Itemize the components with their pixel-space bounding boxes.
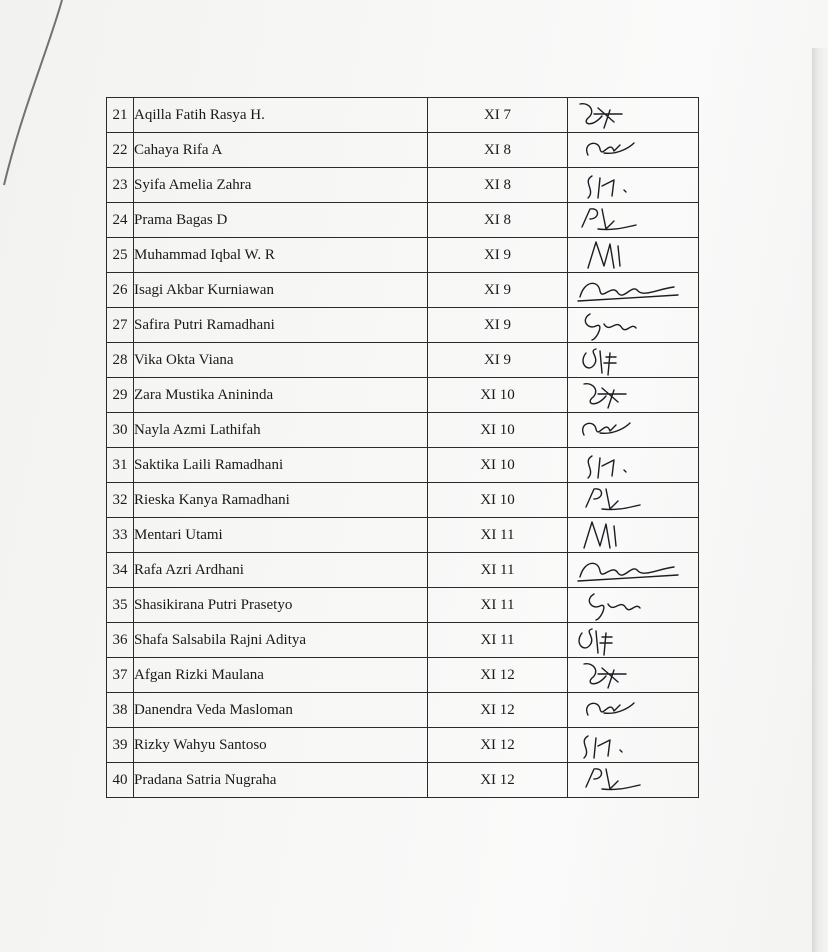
table-row bbox=[107, 693, 699, 728]
handwritten-signature bbox=[568, 273, 698, 308]
row-number: 37 bbox=[107, 658, 134, 693]
signature-cell bbox=[568, 693, 699, 728]
handwritten-signature bbox=[568, 553, 698, 588]
table-row bbox=[107, 308, 699, 343]
student-name: Danendra Veda Masloman bbox=[134, 693, 428, 728]
student-class: XI 12 bbox=[428, 693, 568, 728]
row-number: 40 bbox=[107, 763, 134, 798]
handwritten-signature bbox=[568, 133, 698, 168]
student-name: Rizky Wahyu Santoso bbox=[134, 728, 428, 763]
row-number: 33 bbox=[107, 518, 134, 553]
student-name: Prama Bagas D bbox=[134, 203, 428, 238]
student-class: XI 9 bbox=[428, 238, 568, 273]
row-number: 23 bbox=[107, 168, 134, 203]
row-number: 25 bbox=[107, 238, 134, 273]
row-number: 26 bbox=[107, 273, 134, 308]
student-class: XI 11 bbox=[428, 588, 568, 623]
row-number: 39 bbox=[107, 728, 134, 763]
signature-cell bbox=[568, 448, 699, 483]
row-number: 32 bbox=[107, 483, 134, 518]
handwritten-signature bbox=[568, 763, 698, 798]
row-number: 24 bbox=[107, 203, 134, 238]
student-class: XI 10 bbox=[428, 413, 568, 448]
row-number: 31 bbox=[107, 448, 134, 483]
table-row bbox=[107, 448, 699, 483]
student-name: Isagi Akbar Kurniawan bbox=[134, 273, 428, 308]
row-number: 28 bbox=[107, 343, 134, 378]
student-name: Syifa Amelia Zahra bbox=[134, 168, 428, 203]
row-number: 38 bbox=[107, 693, 134, 728]
row-number: 34 bbox=[107, 553, 134, 588]
student-name: Saktika Laili Ramadhani bbox=[134, 448, 428, 483]
signature-cell bbox=[568, 378, 699, 413]
signature-cell bbox=[568, 518, 699, 553]
handwritten-signature bbox=[568, 203, 698, 238]
student-class: XI 11 bbox=[428, 623, 568, 658]
handwritten-signature bbox=[568, 658, 698, 693]
student-name: Mentari Utami bbox=[134, 518, 428, 553]
signature-cell bbox=[568, 203, 699, 238]
table-row bbox=[107, 238, 699, 273]
signature-cell bbox=[568, 483, 699, 518]
handwritten-signature bbox=[568, 413, 698, 448]
student-class: XI 9 bbox=[428, 308, 568, 343]
signature-cell bbox=[568, 658, 699, 693]
signature-cell bbox=[568, 728, 699, 763]
student-class: XI 8 bbox=[428, 133, 568, 168]
row-number: 21 bbox=[107, 98, 134, 133]
student-class: XI 8 bbox=[428, 203, 568, 238]
table-row bbox=[107, 553, 699, 588]
handwritten-signature bbox=[568, 693, 698, 728]
table-row bbox=[107, 413, 699, 448]
signature-cell bbox=[568, 413, 699, 448]
table-row bbox=[107, 658, 699, 693]
signature-cell bbox=[568, 168, 699, 203]
student-name: Rafa Azri Ardhani bbox=[134, 553, 428, 588]
student-class: XI 12 bbox=[428, 728, 568, 763]
student-class: XI 9 bbox=[428, 343, 568, 378]
handwritten-signature bbox=[568, 343, 698, 378]
student-class: XI 7 bbox=[428, 98, 568, 133]
student-name: Vika Okta Viana bbox=[134, 343, 428, 378]
student-class: XI 12 bbox=[428, 763, 568, 798]
handwritten-signature bbox=[568, 98, 698, 133]
student-class: XI 12 bbox=[428, 658, 568, 693]
student-name: Zara Mustika Anininda bbox=[134, 378, 428, 413]
signature-cell bbox=[568, 623, 699, 658]
signature-cell bbox=[568, 588, 699, 623]
page-fold-edge bbox=[812, 48, 828, 952]
signature-cell bbox=[568, 553, 699, 588]
student-name: Safira Putri Ramadhani bbox=[134, 308, 428, 343]
student-class: XI 10 bbox=[428, 448, 568, 483]
signature-cell bbox=[568, 273, 699, 308]
table-row bbox=[107, 98, 699, 133]
student-name: Pradana Satria Nugraha bbox=[134, 763, 428, 798]
handwritten-signature bbox=[568, 308, 698, 343]
student-name: Aqilla Fatih Rasya H. bbox=[134, 98, 428, 133]
handwritten-signature bbox=[568, 483, 698, 518]
student-name: Cahaya Rifa A bbox=[134, 133, 428, 168]
handwritten-signature bbox=[568, 728, 698, 763]
table-row bbox=[107, 623, 699, 658]
handwritten-signature bbox=[568, 238, 698, 273]
table-row bbox=[107, 483, 699, 518]
row-number: 29 bbox=[107, 378, 134, 413]
attendance-table bbox=[106, 97, 699, 798]
signature-cell bbox=[568, 98, 699, 133]
table-row bbox=[107, 273, 699, 308]
student-name: Shafa Salsabila Rajni Aditya bbox=[134, 623, 428, 658]
handwritten-signature bbox=[568, 518, 698, 553]
student-class: XI 10 bbox=[428, 483, 568, 518]
row-number: 35 bbox=[107, 588, 134, 623]
student-name: Nayla Azmi Lathifah bbox=[134, 413, 428, 448]
student-class: XI 11 bbox=[428, 518, 568, 553]
table-row bbox=[107, 378, 699, 413]
signature-cell bbox=[568, 133, 699, 168]
table-row bbox=[107, 763, 699, 798]
page-edge-shadow bbox=[0, 0, 90, 200]
table-row bbox=[107, 728, 699, 763]
student-name: Rieska Kanya Ramadhani bbox=[134, 483, 428, 518]
handwritten-signature bbox=[568, 378, 698, 413]
student-name: Muhammad Iqbal W. R bbox=[134, 238, 428, 273]
handwritten-signature bbox=[568, 168, 698, 203]
table-row bbox=[107, 588, 699, 623]
row-number: 22 bbox=[107, 133, 134, 168]
signature-cell bbox=[568, 308, 699, 343]
table-row bbox=[107, 518, 699, 553]
table-row bbox=[107, 133, 699, 168]
student-name: Afgan Rizki Maulana bbox=[134, 658, 428, 693]
handwritten-signature bbox=[568, 623, 698, 658]
handwritten-signature bbox=[568, 448, 698, 483]
signature-cell bbox=[568, 763, 699, 798]
handwritten-signature bbox=[568, 588, 698, 623]
row-number: 27 bbox=[107, 308, 134, 343]
student-name: Shasikirana Putri Prasetyo bbox=[134, 588, 428, 623]
student-class: XI 8 bbox=[428, 168, 568, 203]
student-class: XI 10 bbox=[428, 378, 568, 413]
student-class: XI 11 bbox=[428, 553, 568, 588]
signature-cell bbox=[568, 238, 699, 273]
table-row bbox=[107, 203, 699, 238]
student-class: XI 9 bbox=[428, 273, 568, 308]
signature-cell bbox=[568, 343, 699, 378]
table-row bbox=[107, 168, 699, 203]
row-number: 36 bbox=[107, 623, 134, 658]
row-number: 30 bbox=[107, 413, 134, 448]
table-row bbox=[107, 343, 699, 378]
